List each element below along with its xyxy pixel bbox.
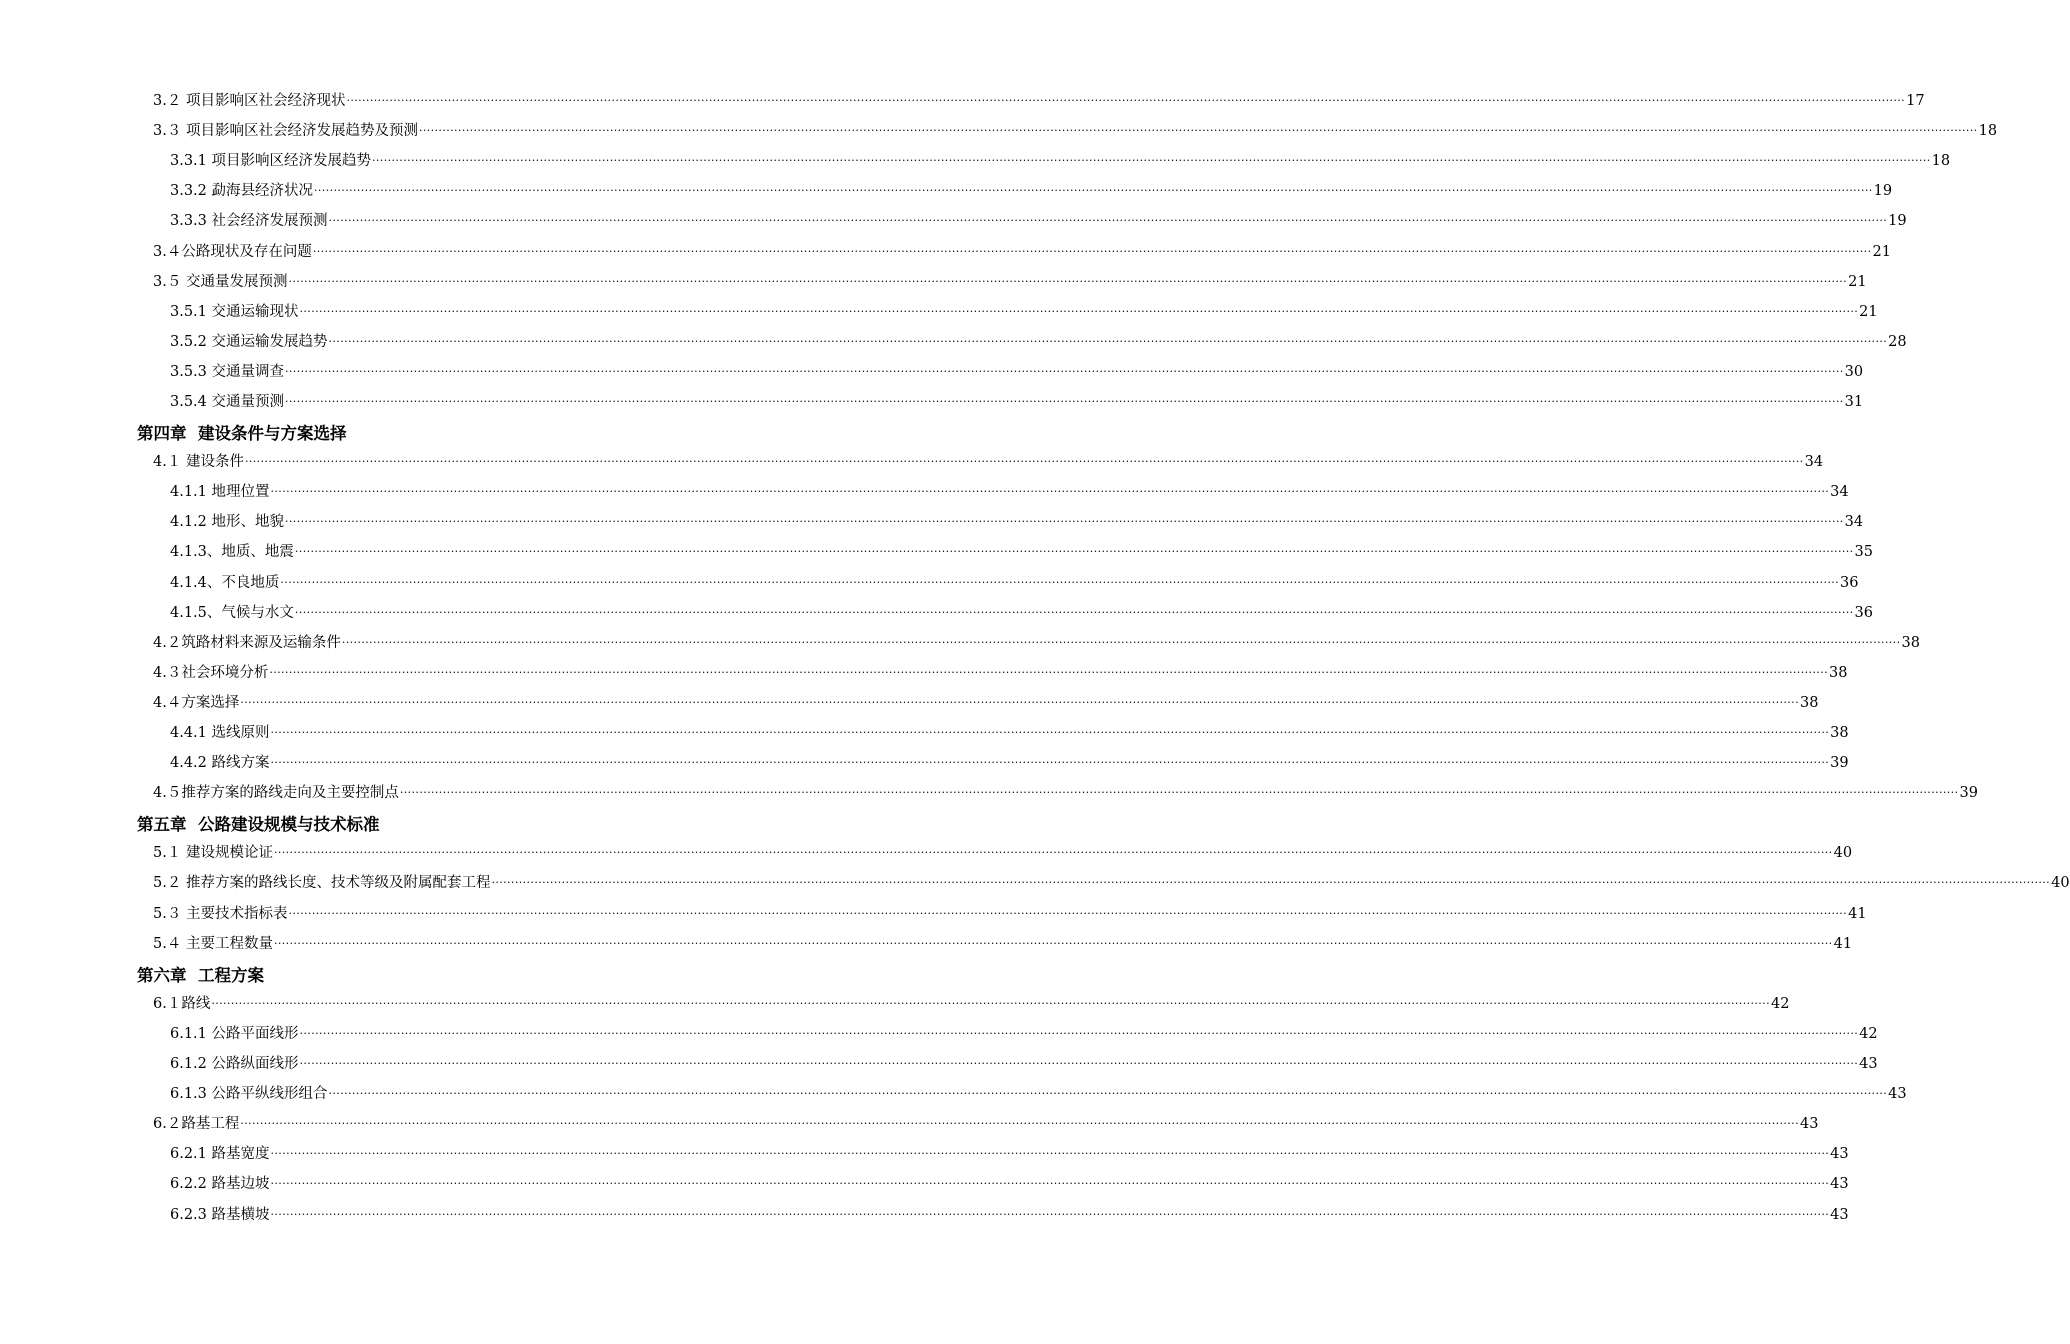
chapter-title: 第四章 建设条件与方案选择: [137, 424, 347, 444]
toc-page-number: 18: [1978, 123, 1998, 140]
toc-entry[interactable]: [0, 86, 1925, 116]
dot-leader: ................................................................................................................................................................................................................................................................................................................................................................................................................: [285, 361, 1844, 375]
toc-entry[interactable]: [0, 1019, 1878, 1049]
toc-entry[interactable]: [0, 1169, 1849, 1199]
dot-leader: ................................................................................................................................................................................................................................................................................................................................................................................................................: [270, 753, 1830, 767]
toc-entry[interactable]: [0, 718, 1849, 748]
toc-entry[interactable]: [0, 1109, 1819, 1139]
toc-entry[interactable]: [0, 297, 1878, 327]
toc-entry[interactable]: [0, 537, 1873, 567]
toc-entry-title: 4.4.1 选线原则: [170, 725, 270, 742]
toc-entry-line: [153, 783, 1978, 802]
toc-entry-title: 4.1.3、地质、地震: [170, 544, 294, 561]
toc-entry-line: [153, 91, 1925, 110]
toc-entry[interactable]: [0, 658, 1848, 688]
dot-leader: ................................................................................................................................................................................................................................................................................................................................................................................................................: [285, 391, 1844, 405]
toc-entry-title: 4.4.2 路线方案: [170, 755, 270, 772]
toc-entry-title: 3.3.3 社会经济发展预测: [170, 213, 328, 230]
toc-entry[interactable]: [0, 387, 1864, 417]
toc-page-number: 36: [1854, 604, 1873, 621]
toc-page-number: 43: [1830, 1206, 1849, 1223]
toc-page-number: 34: [1844, 514, 1864, 531]
dot-leader: ................................................................................................................................................................................................................................................................................................................................................................................................................: [240, 692, 1799, 706]
toc-entry[interactable]: [0, 1199, 1849, 1229]
toc-page-number: 38: [1830, 725, 1849, 742]
toc-entry-title: 5.３ 主要技术指标表: [153, 905, 288, 922]
toc-entry[interactable]: [0, 1049, 1878, 1079]
toc-page-number: 41: [1833, 935, 1853, 952]
toc-entry[interactable]: [0, 267, 1867, 297]
toc-entry[interactable]: [0, 236, 1891, 266]
dot-leader: ................................................................................................................................................................................................................................................................................................................................................................................................................: [314, 181, 1873, 195]
toc-entry-line: [170, 391, 1864, 411]
toc-entry[interactable]: [0, 568, 1859, 598]
toc-entry-title: 6.1.1 公路平面线形: [170, 1025, 299, 1042]
toc-entry-line: [170, 151, 1951, 170]
chapter-title: 第五章 公路建设规模与技术标准: [137, 815, 380, 835]
toc-entry[interactable]: [0, 1079, 1907, 1109]
toc-entry-line: [153, 241, 1891, 261]
toc-page-number: 31: [1844, 393, 1864, 410]
dot-leader: ................................................................................................................................................................................................................................................................................................................................................................................................................: [312, 241, 1872, 255]
toc-entry-title: 6.２路基工程: [153, 1116, 240, 1133]
toc-entry-title: 3.5.4 交通量预测: [170, 393, 285, 410]
toc-entry-line: [170, 211, 1907, 230]
dot-leader: ................................................................................................................................................................................................................................................................................................................................................................................................................: [328, 211, 1888, 225]
dot-leader: ................................................................................................................................................................................................................................................................................................................................................................................................................: [418, 121, 1978, 135]
toc-chapter-heading[interactable]: [0, 959, 950, 989]
toc-entry-line: [170, 1204, 1849, 1224]
toc-entry[interactable]: [0, 899, 1867, 929]
toc-entry-line: [170, 1144, 1849, 1163]
toc-entry[interactable]: [0, 748, 1849, 778]
dot-leader: ................................................................................................................................................................................................................................................................................................................................................................................................................: [240, 1114, 1799, 1128]
toc-page-number: 19: [1873, 183, 1893, 200]
toc-entry-title: 4.1.5、气候与水文: [170, 604, 294, 621]
toc-entry[interactable]: [0, 327, 1907, 357]
toc-page-number: 18: [1931, 153, 1951, 170]
dot-leader: ................................................................................................................................................................................................................................................................................................................................................................................................................: [346, 91, 1906, 105]
toc-entry-title: 3.３ 项目影响区社会经济发展趋势及预测: [153, 123, 418, 140]
dot-leader: ................................................................................................................................................................................................................................................................................................................................................................................................................: [273, 933, 1833, 947]
toc-page-number: 39: [1959, 785, 1978, 802]
toc-entry-line: [153, 662, 1848, 682]
toc-page-number: 17: [1906, 93, 1925, 110]
toc-entry-title: 3.3.2 勐海县经济状况: [170, 183, 314, 200]
toc-entry-line: [170, 1023, 1878, 1043]
toc-page-number: 21: [1872, 243, 1891, 260]
dot-leader: ................................................................................................................................................................................................................................................................................................................................................................................................................: [288, 271, 1848, 285]
toc-entry[interactable]: [0, 146, 1951, 176]
dot-leader: ................................................................................................................................................................................................................................................................................................................................................................................................................: [270, 723, 1830, 737]
chapter-title: 第六章 工程方案: [137, 965, 264, 985]
toc-page-number: 43: [1859, 1056, 1878, 1073]
dot-leader: ................................................................................................................................................................................................................................................................................................................................................................................................................: [269, 662, 1828, 676]
toc-page-number: 40: [1833, 845, 1853, 862]
dot-leader: ................................................................................................................................................................................................................................................................................................................................................................................................................: [294, 542, 1854, 556]
toc-page-number: 38: [1799, 694, 1819, 711]
toc-entry-line: [170, 512, 1864, 531]
dot-leader: ................................................................................................................................................................................................................................................................................................................................................................................................................: [328, 331, 1888, 345]
toc-entry-line: [170, 1084, 1907, 1103]
toc-entry-title: 3.５ 交通量发展预测: [153, 273, 288, 290]
toc-page-number: 43: [1888, 1086, 1907, 1103]
toc-entry-line: [170, 331, 1907, 351]
toc-entry[interactable]: [0, 929, 1853, 959]
toc-entry[interactable]: [0, 206, 1907, 236]
toc-entry-line: [153, 632, 1920, 652]
toc-page-number: 38: [1901, 634, 1920, 651]
toc-entry-line: [153, 993, 1790, 1013]
toc-entry-line: [170, 723, 1849, 742]
toc-page-number: 21: [1848, 273, 1867, 290]
toc-entry-title: 4.３社会环境分析: [153, 664, 269, 681]
toc-entry-line: [170, 602, 1873, 622]
toc-page-number: 43: [1830, 1146, 1849, 1163]
toc-entry-title: 6.１路线: [153, 995, 211, 1012]
toc-entry[interactable]: [0, 447, 1824, 477]
toc-page-number: 34: [1804, 454, 1824, 471]
toc-entry-title: 4.１ 建设条件: [153, 454, 244, 471]
toc-entry-title: 3.5.3 交通量调查: [170, 363, 285, 380]
table-of-contents: [0, 86, 2070, 1230]
toc-entry-line: [153, 692, 1819, 712]
dot-leader: ................................................................................................................................................................................................................................................................................................................................................................................................................: [270, 1174, 1830, 1188]
dot-leader: ................................................................................................................................................................................................................................................................................................................................................................................................................: [285, 512, 1844, 526]
toc-chapter-heading[interactable]: [0, 808, 950, 838]
toc-entry-title: 4.５推荐方案的路线走向及主要控制点: [153, 785, 399, 802]
dot-leader: ................................................................................................................................................................................................................................................................................................................................................................................................................: [270, 1144, 1830, 1158]
toc-entry-line: [170, 542, 1873, 561]
toc-page-number: 30: [1844, 363, 1864, 380]
toc-entry-title: 5.４ 主要工程数量: [153, 935, 273, 952]
toc-entry-line: [170, 482, 1849, 501]
toc-entry-title: 3.5.2 交通运输发展趋势: [170, 333, 328, 350]
dot-leader: ................................................................................................................................................................................................................................................................................................................................................................................................................: [299, 1054, 1859, 1068]
toc-page-number: 35: [1854, 544, 1873, 561]
dot-leader: ................................................................................................................................................................................................................................................................................................................................................................................................................: [328, 1084, 1888, 1098]
toc-entry[interactable]: [0, 357, 1864, 387]
toc-entry-line: [153, 933, 1853, 953]
toc-entry[interactable]: [0, 989, 1790, 1019]
dot-leader: ................................................................................................................................................................................................................................................................................................................................................................................................................: [299, 301, 1859, 315]
toc-chapter-heading[interactable]: [0, 417, 950, 447]
toc-entry-line: [170, 572, 1859, 592]
toc-page-number: 19: [1888, 213, 1907, 230]
dot-leader: ................................................................................................................................................................................................................................................................................................................................................................................................................: [280, 572, 1840, 586]
toc-entry-title: 5.１ 建设规模论证: [153, 845, 273, 862]
dot-leader: ................................................................................................................................................................................................................................................................................................................................................................................................................: [270, 482, 1830, 496]
dot-leader: ................................................................................................................................................................................................................................................................................................................................................................................................................: [491, 873, 2051, 887]
toc-entry-title: 4.1.2 地形、地貌: [170, 514, 285, 531]
toc-entry-title: 4.1.1 地理位置: [170, 484, 270, 501]
toc-entry-line: [170, 753, 1849, 772]
toc-entry[interactable]: [0, 628, 1920, 658]
toc-entry-line: [170, 301, 1878, 321]
toc-entry-line: [170, 181, 1893, 200]
toc-entry-title: 4.1.4、不良地质: [170, 574, 280, 591]
toc-page-number: 43: [1830, 1176, 1849, 1193]
toc-page-number: 28: [1888, 333, 1907, 350]
toc-entry[interactable]: [0, 838, 1853, 868]
toc-page-number: 43: [1799, 1116, 1819, 1133]
dot-leader: ................................................................................................................................................................................................................................................................................................................................................................................................................: [399, 783, 1959, 797]
dot-leader: ................................................................................................................................................................................................................................................................................................................................................................................................................: [341, 632, 1901, 646]
toc-entry-title: 6.2.1 路基宽度: [170, 1146, 270, 1163]
toc-entry[interactable]: [0, 688, 1819, 718]
toc-entry[interactable]: [0, 176, 1893, 206]
toc-entry-line: [153, 452, 1824, 471]
toc-entry-title: 4.２筑路材料来源及运输条件: [153, 634, 341, 651]
toc-entry[interactable]: [0, 598, 1873, 628]
dot-leader: ................................................................................................................................................................................................................................................................................................................................................................................................................: [270, 1204, 1830, 1218]
toc-entry[interactable]: [0, 778, 1978, 808]
dot-leader: ................................................................................................................................................................................................................................................................................................................................................................................................................: [288, 903, 1848, 917]
toc-entry[interactable]: [0, 477, 1849, 507]
toc-entry-title: 6.1.2 公路纵面线形: [170, 1056, 299, 1073]
dot-leader: ................................................................................................................................................................................................................................................................................................................................................................................................................: [299, 1023, 1859, 1037]
toc-entry-title: 3.２ 项目影响区社会经济现状: [153, 93, 346, 110]
dot-leader: ................................................................................................................................................................................................................................................................................................................................................................................................................: [273, 843, 1833, 857]
toc-entry-line: [153, 903, 1867, 923]
toc-page-number: 21: [1859, 303, 1878, 320]
toc-page-number: 41: [1848, 905, 1867, 922]
toc-page-number: 40: [2051, 875, 2070, 892]
toc-entry[interactable]: [0, 507, 1864, 537]
toc-entry-title: 3.４公路现状及存在问题: [153, 243, 312, 260]
toc-entry-line: [153, 843, 1853, 862]
toc-entry-line: [153, 1114, 1819, 1133]
toc-entry[interactable]: [0, 116, 1998, 146]
toc-entry-line: [170, 1174, 1849, 1193]
toc-entry[interactable]: [0, 868, 2070, 898]
toc-entry-line: [170, 361, 1864, 381]
toc-page-number: 42: [1859, 1025, 1878, 1042]
dot-leader: ................................................................................................................................................................................................................................................................................................................................................................................................................: [244, 452, 1804, 466]
toc-entry[interactable]: [0, 1139, 1849, 1169]
toc-entry-line: [153, 873, 2070, 892]
toc-entry-title: 6.2.3 路基横坡: [170, 1206, 270, 1223]
toc-entry-title: 3.5.1 交通运输现状: [170, 303, 299, 320]
toc-entry-title: 3.3.1 项目影响区经济发展趋势: [170, 153, 372, 170]
toc-entry-title: 6.2.2 路基边坡: [170, 1176, 270, 1193]
dot-leader: ................................................................................................................................................................................................................................................................................................................................................................................................................: [372, 151, 1931, 165]
toc-entry-line: [153, 121, 1998, 140]
toc-entry-line: [170, 1054, 1878, 1073]
dot-leader: ................................................................................................................................................................................................................................................................................................................................................................................................................: [211, 993, 1770, 1007]
toc-entry-title: 5.２ 推荐方案的路线长度、技术等级及附属配套工程: [153, 875, 491, 892]
toc-page-number: 42: [1770, 995, 1790, 1012]
toc-entry-title: 4.４方案选择: [153, 694, 240, 711]
toc-entry-title: 6.1.3 公路平纵线形组合: [170, 1086, 328, 1103]
dot-leader: ................................................................................................................................................................................................................................................................................................................................................................................................................: [294, 602, 1854, 616]
toc-page-number: 34: [1830, 484, 1849, 501]
toc-page-number: 36: [1840, 574, 1859, 591]
toc-page-number: 38: [1828, 664, 1848, 681]
toc-page-number: 39: [1830, 755, 1849, 772]
toc-entry-line: [153, 271, 1867, 291]
